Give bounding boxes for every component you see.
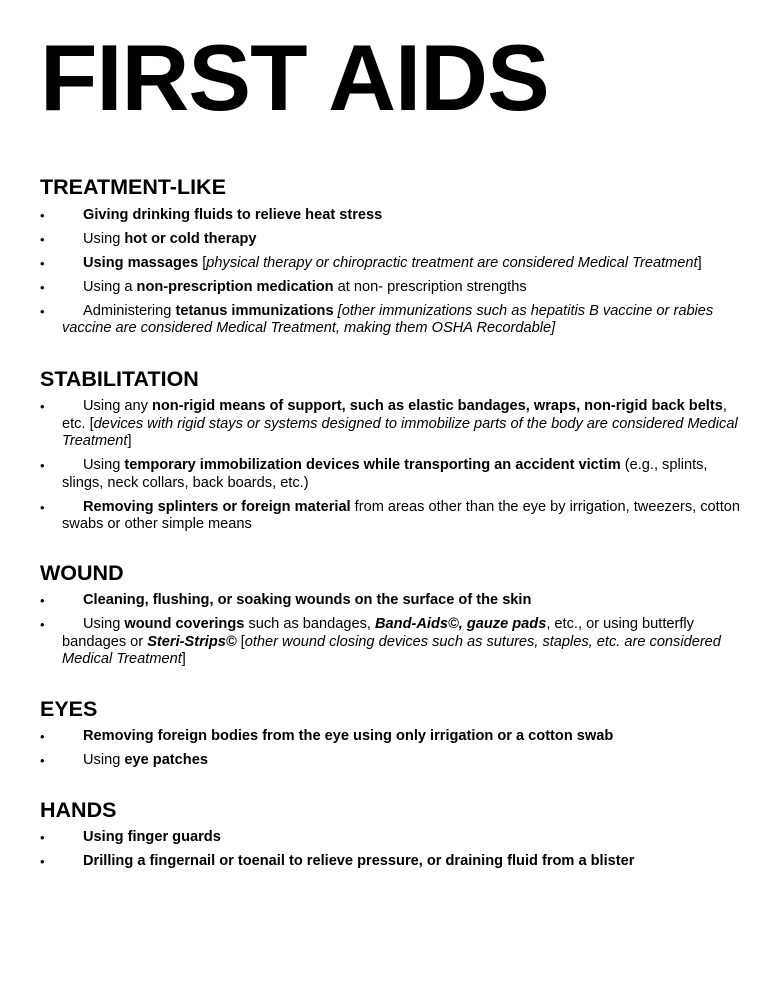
item-text-bold: non-prescription medication (136, 278, 334, 295)
item-text-bold: Removing splinters or foreign material (83, 498, 351, 515)
list-item (40, 616, 748, 669)
item-text: ] (127, 433, 132, 449)
list-item (40, 728, 748, 746)
bullet-icon: • (40, 231, 45, 247)
item-text: , etc., or using butterfly bandages or (62, 616, 694, 650)
list-item (40, 592, 748, 610)
item-text: ] (181, 651, 186, 667)
section-hands (40, 797, 748, 871)
list-item (40, 279, 748, 297)
item-text-bold: tetanus immunizations (175, 302, 334, 319)
item-text: Using (83, 616, 125, 632)
item-text-bold: Cleaning, flushing, or soaking wounds on the surface of the skin (83, 592, 532, 608)
bullet-list (40, 728, 748, 770)
bullet-icon: • (40, 499, 45, 515)
item-text: Using (83, 752, 125, 768)
section-wound (40, 560, 748, 669)
item-text: [ (198, 254, 207, 271)
bullet-icon: • (40, 303, 45, 319)
item-text: Using (83, 457, 125, 473)
item-text-bold: Using massages (83, 254, 199, 271)
item-text-italic: devices with rigid stays or systems designed to immobilize parts of the body are considered Medical Treatment (62, 415, 738, 449)
bullet-icon: • (40, 753, 45, 768)
item-text-italic: physical therapy or chiropractic treatment are considered Medical Treatment (206, 254, 698, 271)
bullet-icon: • (40, 593, 45, 608)
item-text: Administering (83, 302, 176, 319)
item-text: from areas other than the eye by irrigation, tweezers, cotton swabs or other simple means (62, 498, 740, 532)
section-eyes (40, 696, 748, 770)
item-text: Using any (83, 398, 152, 414)
bullet-list (40, 829, 748, 871)
section-stabilitation (40, 366, 748, 534)
item-text-italic: [other immunizations such as hepatitis B vaccine or rabies vaccine are considered Medical Treatment, making them OSHA Recordable] (62, 302, 714, 336)
bullet-icon: • (40, 854, 45, 869)
section-heading: WOUND (40, 560, 124, 585)
item-text: ] (697, 254, 702, 271)
item-text-bold: Using finger guards (83, 829, 221, 845)
item-text-italic: other wound closing devices such as sutures, staples, etc. are considered Medical Treatment (62, 633, 721, 667)
section-heading: HANDS (40, 797, 117, 822)
bullet-icon: • (40, 617, 45, 632)
list-item (40, 398, 748, 451)
section-heading: TREATMENT-LIKE (40, 175, 226, 199)
list-item (40, 303, 748, 338)
page-title: FIRST AIDS (40, 25, 549, 130)
list-item (40, 853, 748, 871)
bullet-icon: • (40, 830, 45, 845)
bullet-icon: • (40, 207, 45, 223)
bullet-icon: • (40, 255, 45, 271)
section-heading: STABILITATION (40, 366, 199, 391)
item-text: , etc. [ (62, 398, 727, 432)
list-item (40, 255, 748, 273)
list-item (40, 231, 748, 249)
list-item (40, 829, 748, 847)
item-text-bold: hot or cold therapy (124, 230, 257, 247)
list-item (40, 457, 748, 492)
item-text-bold: eye patches (124, 752, 208, 768)
bullet-list (40, 592, 748, 669)
bullet-icon: • (40, 399, 45, 414)
item-text-bold: Drilling a fingernail or toenail to relieve pressure, or draining fluid from a blister (83, 853, 635, 869)
item-text-bold: Removing foreign bodies from the eye using only irrigation or a cotton swab (83, 728, 614, 744)
bullet-icon: • (40, 729, 45, 744)
item-text: Using a (83, 278, 137, 295)
item-text-bold: wound coverings (124, 616, 245, 632)
item-text-bold-italic: Steri-Strips© (147, 633, 237, 650)
item-text: at non- prescription strengths (333, 278, 527, 295)
section-heading: EYES (40, 696, 98, 721)
bullet-icon: • (40, 458, 45, 473)
item-text-bold: temporary immobilization devices while transporting an accident victim (124, 457, 621, 473)
item-text: such as bandages, (244, 616, 376, 632)
list-item (40, 207, 748, 225)
item-text-bold-italic: Band-Aids©, gauze pads (375, 616, 547, 632)
section-treatment-like (40, 174, 748, 338)
bullet-list (40, 207, 748, 338)
item-text-bold: non-rigid means of support, such as elastic bandages, wraps, non-rigid back belts (151, 398, 723, 414)
bullet-list (40, 398, 748, 534)
item-text: [ (236, 633, 245, 650)
list-item (40, 499, 748, 534)
item-text-bold: Giving drinking fluids to relieve heat stress (83, 206, 383, 223)
item-text: (e.g., splints, slings, neck collars, back boards, etc.) (62, 457, 708, 491)
item-text: Using (83, 230, 125, 247)
list-item (40, 752, 748, 770)
bullet-icon: • (40, 279, 45, 295)
